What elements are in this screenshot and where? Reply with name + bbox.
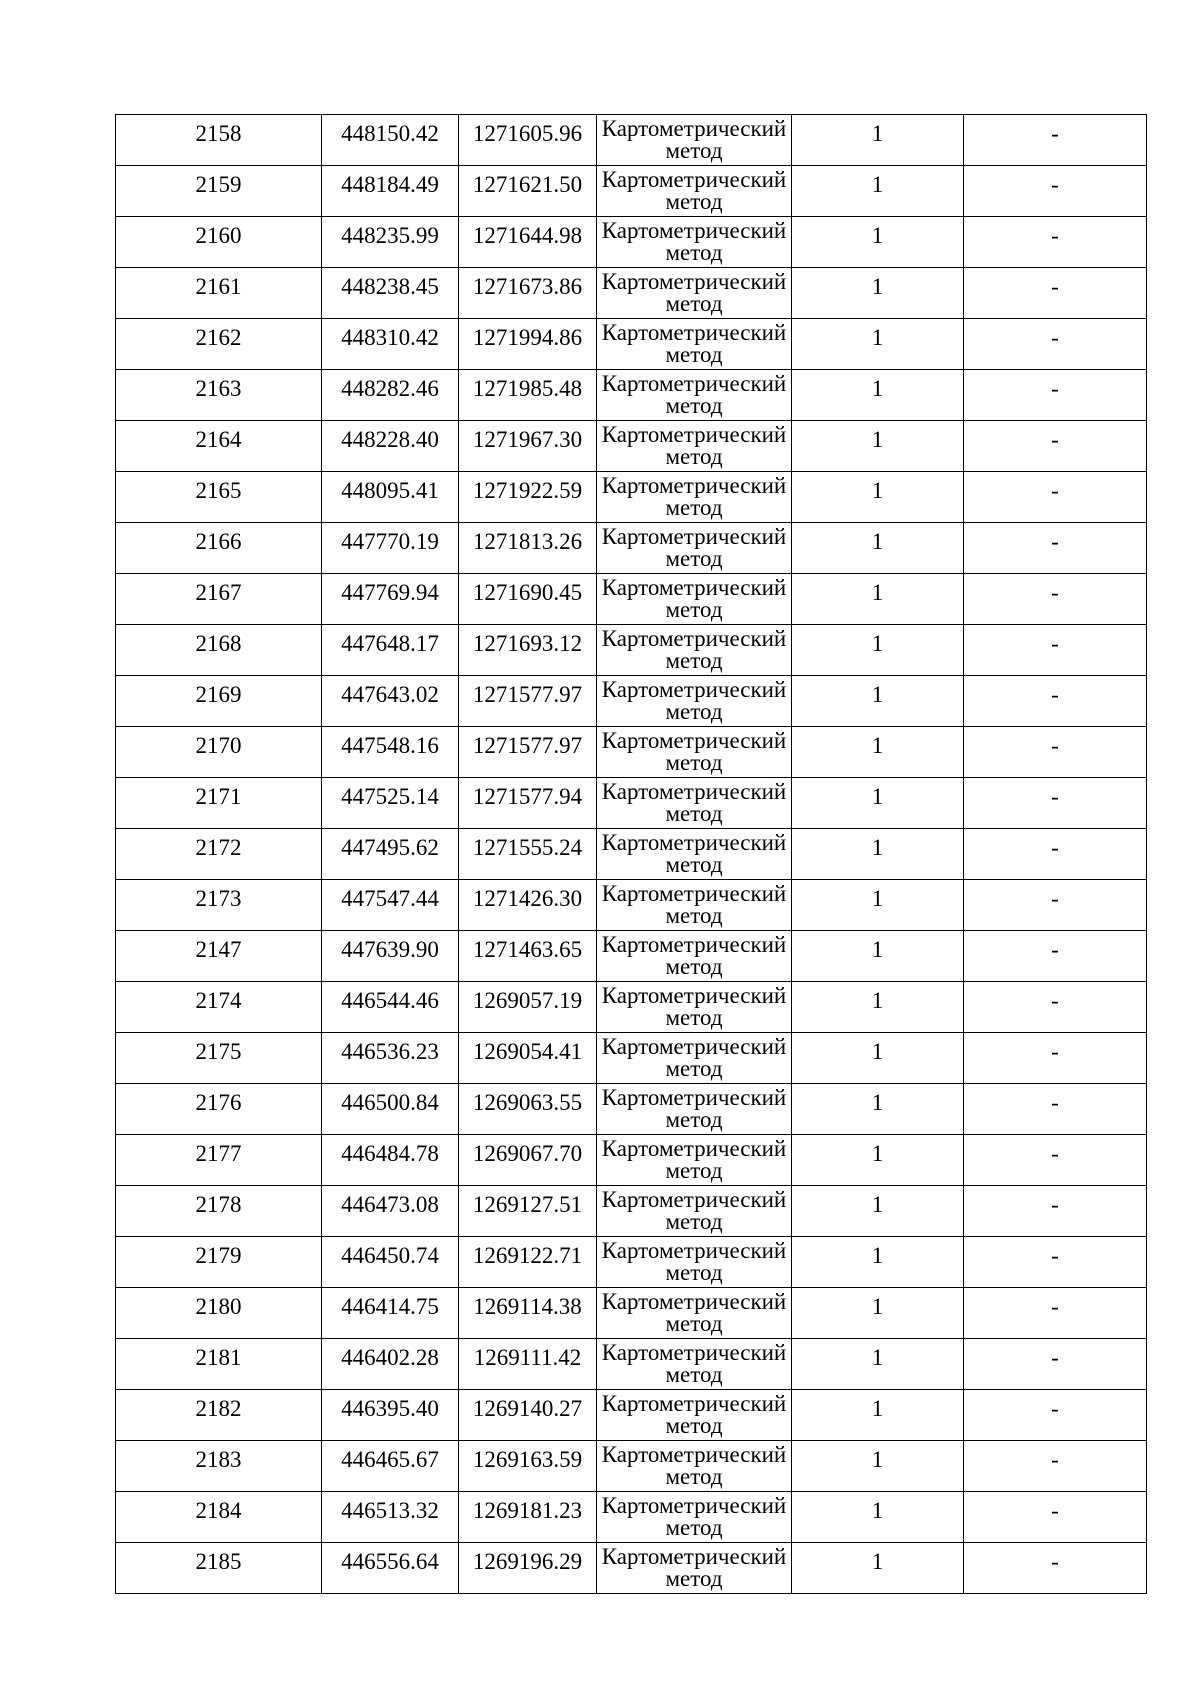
y-coordinate-cell: 1271605.96 (459, 115, 597, 166)
y-coordinate-cell: 1269181.23 (459, 1492, 597, 1543)
method-line-1: Картометрический (601, 1289, 787, 1314)
point-number-cell: 2178 (116, 1186, 322, 1237)
accuracy-cell: 1 (792, 421, 964, 472)
accuracy-cell: 1 (792, 166, 964, 217)
method-cell (597, 1390, 792, 1441)
x-coordinate-cell: 447548.16 (322, 727, 459, 778)
description-cell: - (964, 829, 1147, 880)
method-line-2: метод (665, 1107, 723, 1132)
table-row (116, 1084, 1147, 1135)
method-line-1: Картометрический (601, 1085, 787, 1110)
table-row (116, 574, 1147, 625)
accuracy-cell: 1 (792, 1288, 964, 1339)
description-cell: - (964, 574, 1147, 625)
method-line-2: метод (665, 903, 723, 928)
y-coordinate-cell: 1269114.38 (459, 1288, 597, 1339)
method-cell (597, 421, 792, 472)
x-coordinate-cell: 448310.42 (322, 319, 459, 370)
description-cell: - (964, 778, 1147, 829)
x-coordinate-cell: 447648.17 (322, 625, 459, 676)
point-number-cell: 2164 (116, 421, 322, 472)
x-coordinate-cell: 447547.44 (322, 880, 459, 931)
method-cell (597, 115, 792, 166)
accuracy-cell: 1 (792, 1186, 964, 1237)
method-line-2: метод (665, 750, 723, 775)
table-row (116, 676, 1147, 727)
method-cell (597, 1033, 792, 1084)
point-number-cell: 2176 (116, 1084, 322, 1135)
method-line-2: метод (665, 1005, 723, 1030)
method-line-2: метод (665, 1566, 723, 1591)
method-line-2: метод (665, 1362, 723, 1387)
method-cell (597, 829, 792, 880)
method-line-2: метод (665, 546, 723, 571)
table-row (116, 472, 1147, 523)
description-cell: - (964, 1084, 1147, 1135)
method-line-2: метод (665, 1209, 723, 1234)
description-cell: - (964, 472, 1147, 523)
x-coordinate-cell: 447525.14 (322, 778, 459, 829)
x-coordinate-cell: 448228.40 (322, 421, 459, 472)
method-line-1: Картометрический (601, 269, 787, 294)
method-line-2: метод (665, 699, 723, 724)
method-line-1: Картометрический (601, 575, 787, 600)
method-cell (597, 1441, 792, 1492)
accuracy-cell: 1 (792, 1339, 964, 1390)
point-number-cell: 2168 (116, 625, 322, 676)
x-coordinate-cell: 446500.84 (322, 1084, 459, 1135)
method-cell (597, 319, 792, 370)
method-cell (597, 1135, 792, 1186)
description-cell: - (964, 523, 1147, 574)
description-cell: - (964, 319, 1147, 370)
method-line-2: метод (665, 240, 723, 265)
accuracy-cell: 1 (792, 217, 964, 268)
method-cell (597, 1237, 792, 1288)
method-line-1: Картометрический (601, 1493, 787, 1518)
method-line-2: метод (665, 1158, 723, 1183)
description-cell: - (964, 166, 1147, 217)
point-number-cell: 2160 (116, 217, 322, 268)
coordinates-table (115, 114, 1147, 1594)
description-cell: - (964, 1492, 1147, 1543)
description-cell: - (964, 1390, 1147, 1441)
method-line-2: метод (665, 1260, 723, 1285)
description-cell: - (964, 625, 1147, 676)
x-coordinate-cell: 448184.49 (322, 166, 459, 217)
accuracy-cell: 1 (792, 727, 964, 778)
accuracy-cell: 1 (792, 1390, 964, 1441)
description-cell: - (964, 1186, 1147, 1237)
description-cell: - (964, 880, 1147, 931)
y-coordinate-cell: 1271690.45 (459, 574, 597, 625)
method-line-2: метод (665, 954, 723, 979)
table-row (116, 115, 1147, 166)
y-coordinate-cell: 1269063.55 (459, 1084, 597, 1135)
method-line-1: Картометрический (601, 1034, 787, 1059)
x-coordinate-cell: 446513.32 (322, 1492, 459, 1543)
method-cell (597, 778, 792, 829)
accuracy-cell: 1 (792, 1135, 964, 1186)
y-coordinate-cell: 1271555.24 (459, 829, 597, 880)
method-line-1: Картометрический (601, 983, 787, 1008)
method-line-1: Картометрический (601, 830, 787, 855)
table-row (116, 829, 1147, 880)
point-number-cell: 2159 (116, 166, 322, 217)
table-row (116, 166, 1147, 217)
method-line-1: Картометрический (601, 677, 787, 702)
point-number-cell: 2166 (116, 523, 322, 574)
description-cell: - (964, 1339, 1147, 1390)
x-coordinate-cell: 446544.46 (322, 982, 459, 1033)
table-row (116, 370, 1147, 421)
point-number-cell: 2165 (116, 472, 322, 523)
accuracy-cell: 1 (792, 829, 964, 880)
point-number-cell: 2173 (116, 880, 322, 931)
point-number-cell: 2163 (116, 370, 322, 421)
table-row (116, 1441, 1147, 1492)
accuracy-cell: 1 (792, 1084, 964, 1135)
method-line-2: метод (665, 342, 723, 367)
description-cell: - (964, 676, 1147, 727)
method-cell (597, 370, 792, 421)
point-number-cell: 2169 (116, 676, 322, 727)
table-row (116, 727, 1147, 778)
method-cell (597, 472, 792, 523)
point-number-cell: 2184 (116, 1492, 322, 1543)
table-row (116, 268, 1147, 319)
y-coordinate-cell: 1271426.30 (459, 880, 597, 931)
method-line-1: Картометрический (601, 1442, 787, 1467)
table-row (116, 778, 1147, 829)
x-coordinate-cell: 448238.45 (322, 268, 459, 319)
description-cell: - (964, 1237, 1147, 1288)
point-number-cell: 2185 (116, 1543, 322, 1594)
y-coordinate-cell: 1271693.12 (459, 625, 597, 676)
x-coordinate-cell: 448150.42 (322, 115, 459, 166)
accuracy-cell: 1 (792, 1237, 964, 1288)
method-line-2: метод (665, 495, 723, 520)
table-row (116, 1135, 1147, 1186)
y-coordinate-cell: 1271967.30 (459, 421, 597, 472)
y-coordinate-cell: 1269111.42 (459, 1339, 597, 1390)
y-coordinate-cell: 1271577.97 (459, 727, 597, 778)
method-cell (597, 1339, 792, 1390)
y-coordinate-cell: 1271644.98 (459, 217, 597, 268)
accuracy-cell: 1 (792, 676, 964, 727)
method-cell (597, 1186, 792, 1237)
description-cell: - (964, 217, 1147, 268)
method-line-1: Картометрический (601, 473, 787, 498)
x-coordinate-cell: 448095.41 (322, 472, 459, 523)
method-cell (597, 1288, 792, 1339)
accuracy-cell: 1 (792, 625, 964, 676)
description-cell: - (964, 1135, 1147, 1186)
point-number-cell: 2170 (116, 727, 322, 778)
method-cell (597, 166, 792, 217)
table-row (116, 319, 1147, 370)
accuracy-cell: 1 (792, 370, 964, 421)
description-cell: - (964, 1543, 1147, 1594)
x-coordinate-cell: 446402.28 (322, 1339, 459, 1390)
y-coordinate-cell: 1271813.26 (459, 523, 597, 574)
y-coordinate-cell: 1269196.29 (459, 1543, 597, 1594)
method-line-1: Картометрический (601, 779, 787, 804)
method-line-1: Картометрический (601, 524, 787, 549)
x-coordinate-cell: 447769.94 (322, 574, 459, 625)
method-line-1: Картометрический (601, 116, 787, 141)
accuracy-cell: 1 (792, 778, 964, 829)
method-line-1: Картометрический (601, 881, 787, 906)
table-row (116, 880, 1147, 931)
y-coordinate-cell: 1271577.94 (459, 778, 597, 829)
y-coordinate-cell: 1269140.27 (459, 1390, 597, 1441)
method-line-1: Картометрический (601, 932, 787, 957)
x-coordinate-cell: 446450.74 (322, 1237, 459, 1288)
method-cell (597, 982, 792, 1033)
accuracy-cell: 1 (792, 1033, 964, 1084)
x-coordinate-cell: 447643.02 (322, 676, 459, 727)
x-coordinate-cell: 447770.19 (322, 523, 459, 574)
table-row (116, 1186, 1147, 1237)
method-line-1: Картометрический (601, 422, 787, 447)
point-number-cell: 2179 (116, 1237, 322, 1288)
method-cell (597, 574, 792, 625)
y-coordinate-cell: 1269067.70 (459, 1135, 597, 1186)
description-cell: - (964, 1441, 1147, 1492)
y-coordinate-cell: 1269122.71 (459, 1237, 597, 1288)
point-number-cell: 2171 (116, 778, 322, 829)
method-line-1: Картометрический (601, 1340, 787, 1365)
x-coordinate-cell: 447639.90 (322, 931, 459, 982)
accuracy-cell: 1 (792, 268, 964, 319)
accuracy-cell: 1 (792, 115, 964, 166)
point-number-cell: 2180 (116, 1288, 322, 1339)
y-coordinate-cell: 1269163.59 (459, 1441, 597, 1492)
accuracy-cell: 1 (792, 319, 964, 370)
method-line-1: Картометрический (601, 1238, 787, 1263)
table-row (116, 1237, 1147, 1288)
method-line-1: Картометрический (601, 728, 787, 753)
method-cell (597, 217, 792, 268)
accuracy-cell: 1 (792, 931, 964, 982)
table-row (116, 931, 1147, 982)
x-coordinate-cell: 446414.75 (322, 1288, 459, 1339)
method-cell (597, 880, 792, 931)
table-row (116, 982, 1147, 1033)
method-cell (597, 676, 792, 727)
table-row (116, 1543, 1147, 1594)
x-coordinate-cell: 448235.99 (322, 217, 459, 268)
point-number-cell: 2183 (116, 1441, 322, 1492)
description-cell: - (964, 268, 1147, 319)
description-cell: - (964, 982, 1147, 1033)
x-coordinate-cell: 446484.78 (322, 1135, 459, 1186)
method-line-2: метод (665, 1311, 723, 1336)
method-line-2: метод (665, 801, 723, 826)
description-cell: - (964, 421, 1147, 472)
x-coordinate-cell: 446395.40 (322, 1390, 459, 1441)
point-number-cell: 2147 (116, 931, 322, 982)
table-row (116, 421, 1147, 472)
description-cell: - (964, 370, 1147, 421)
accuracy-cell: 1 (792, 523, 964, 574)
method-line-2: метод (665, 852, 723, 877)
method-line-2: метод (665, 597, 723, 622)
table-row (116, 523, 1147, 574)
table-row (116, 1390, 1147, 1441)
y-coordinate-cell: 1269054.41 (459, 1033, 597, 1084)
y-coordinate-cell: 1271577.97 (459, 676, 597, 727)
method-line-1: Картометрический (601, 1544, 787, 1569)
method-line-2: метод (665, 1413, 723, 1438)
table-row (116, 1033, 1147, 1084)
method-cell (597, 268, 792, 319)
x-coordinate-cell: 448282.46 (322, 370, 459, 421)
y-coordinate-cell: 1269127.51 (459, 1186, 597, 1237)
y-coordinate-cell: 1271621.50 (459, 166, 597, 217)
x-coordinate-cell: 446556.64 (322, 1543, 459, 1594)
point-number-cell: 2175 (116, 1033, 322, 1084)
table-row (116, 1288, 1147, 1339)
accuracy-cell: 1 (792, 1492, 964, 1543)
method-cell (597, 1084, 792, 1135)
coordinates-table-body (116, 115, 1147, 1594)
description-cell: - (964, 727, 1147, 778)
point-number-cell: 2182 (116, 1390, 322, 1441)
x-coordinate-cell: 446536.23 (322, 1033, 459, 1084)
method-line-1: Картометрический (601, 320, 787, 345)
point-number-cell: 2161 (116, 268, 322, 319)
y-coordinate-cell: 1271463.65 (459, 931, 597, 982)
table-row (116, 1492, 1147, 1543)
y-coordinate-cell: 1271673.86 (459, 268, 597, 319)
method-cell (597, 1492, 792, 1543)
method-line-1: Картометрический (601, 371, 787, 396)
table-row (116, 1339, 1147, 1390)
method-cell (597, 523, 792, 574)
method-line-2: метод (665, 189, 723, 214)
x-coordinate-cell: 446465.67 (322, 1441, 459, 1492)
point-number-cell: 2158 (116, 115, 322, 166)
accuracy-cell: 1 (792, 1441, 964, 1492)
y-coordinate-cell: 1271994.86 (459, 319, 597, 370)
method-line-1: Картометрический (601, 1391, 787, 1416)
description-cell: - (964, 1288, 1147, 1339)
point-number-cell: 2162 (116, 319, 322, 370)
x-coordinate-cell: 447495.62 (322, 829, 459, 880)
accuracy-cell: 1 (792, 1543, 964, 1594)
method-line-1: Картометрический (601, 218, 787, 243)
method-line-2: метод (665, 138, 723, 163)
method-line-1: Картометрический (601, 1187, 787, 1212)
point-number-cell: 2177 (116, 1135, 322, 1186)
accuracy-cell: 1 (792, 574, 964, 625)
table-row (116, 217, 1147, 268)
y-coordinate-cell: 1271985.48 (459, 370, 597, 421)
point-number-cell: 2172 (116, 829, 322, 880)
point-number-cell: 2181 (116, 1339, 322, 1390)
method-cell (597, 931, 792, 982)
method-cell (597, 625, 792, 676)
accuracy-cell: 1 (792, 472, 964, 523)
y-coordinate-cell: 1269057.19 (459, 982, 597, 1033)
table-row (116, 625, 1147, 676)
point-number-cell: 2174 (116, 982, 322, 1033)
description-cell: - (964, 1033, 1147, 1084)
method-line-2: метод (665, 444, 723, 469)
method-line-1: Картометрический (601, 626, 787, 651)
method-cell (597, 727, 792, 778)
method-line-2: метод (665, 1056, 723, 1081)
y-coordinate-cell: 1271922.59 (459, 472, 597, 523)
method-cell (597, 1543, 792, 1594)
x-coordinate-cell: 446473.08 (322, 1186, 459, 1237)
description-cell: - (964, 931, 1147, 982)
method-line-2: метод (665, 291, 723, 316)
method-line-2: метод (665, 648, 723, 673)
method-line-2: метод (665, 393, 723, 418)
method-line-1: Картометрический (601, 1136, 787, 1161)
accuracy-cell: 1 (792, 982, 964, 1033)
method-line-2: метод (665, 1464, 723, 1489)
method-line-2: метод (665, 1515, 723, 1540)
method-line-1: Картометрический (601, 167, 787, 192)
description-cell: - (964, 115, 1147, 166)
accuracy-cell: 1 (792, 880, 964, 931)
point-number-cell: 2167 (116, 574, 322, 625)
